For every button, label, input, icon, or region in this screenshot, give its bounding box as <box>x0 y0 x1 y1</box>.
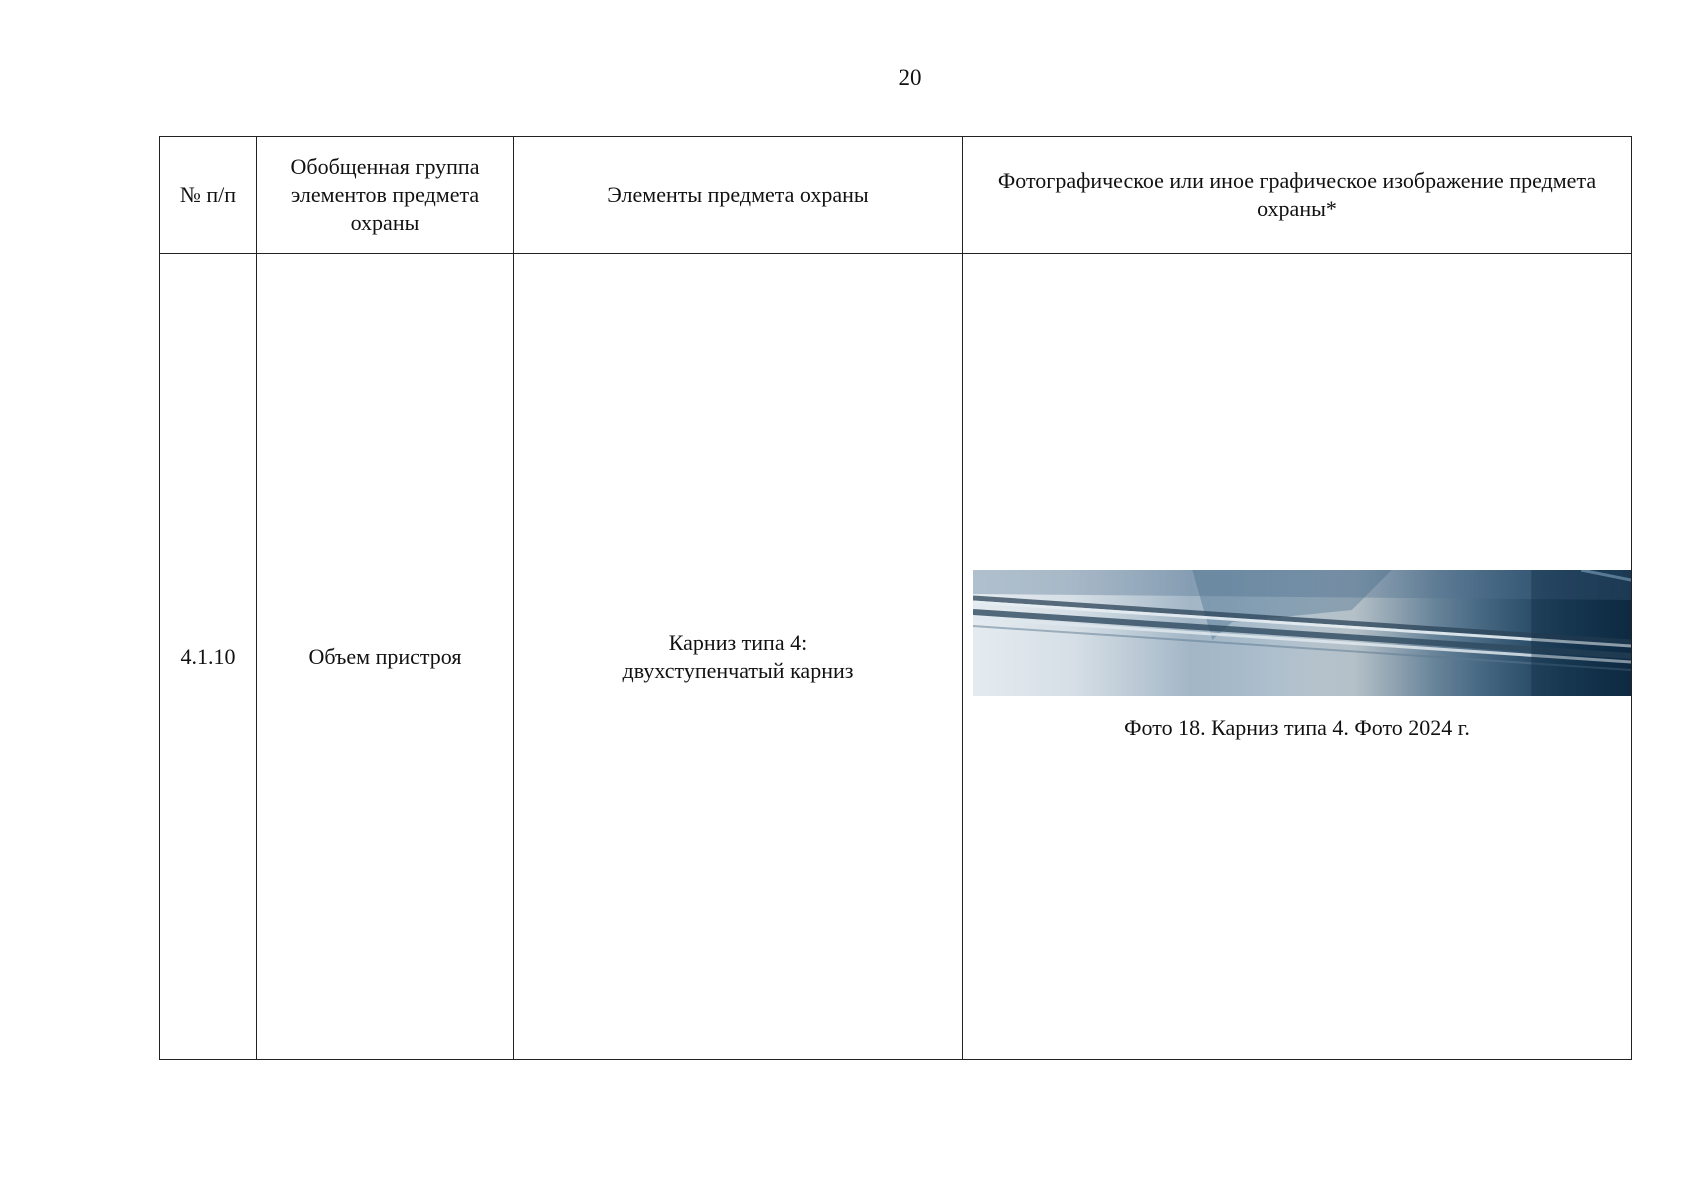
element-line-1: Карниз типа 4: <box>668 629 808 655</box>
protection-elements-table <box>159 136 1632 1060</box>
header-elements: Элементы предмета охраны <box>514 137 963 254</box>
cornice-photo-image <box>973 570 1631 696</box>
cornice-photo <box>973 570 1631 696</box>
header-group: Обобщенная группа элементов предмета охраны <box>257 137 514 254</box>
cell-group: Объем пристроя <box>257 254 514 1060</box>
photo-caption: Фото 18. Карниз типа 4. Фото 2024 г. <box>1124 715 1470 740</box>
cell-num: 4.1.10 <box>160 254 257 1060</box>
element-line-2: двухступенчатый карниз <box>622 657 854 683</box>
header-photo: Фотографическое или иное графическое изображение предмета охраны* <box>963 137 1632 254</box>
header-num: № п/п <box>160 137 257 254</box>
cell-photo <box>963 254 1632 1060</box>
page-number: 20 <box>898 65 922 90</box>
table-row <box>160 254 1632 1060</box>
table-header-row <box>160 137 1632 254</box>
cell-elements <box>514 254 963 1060</box>
